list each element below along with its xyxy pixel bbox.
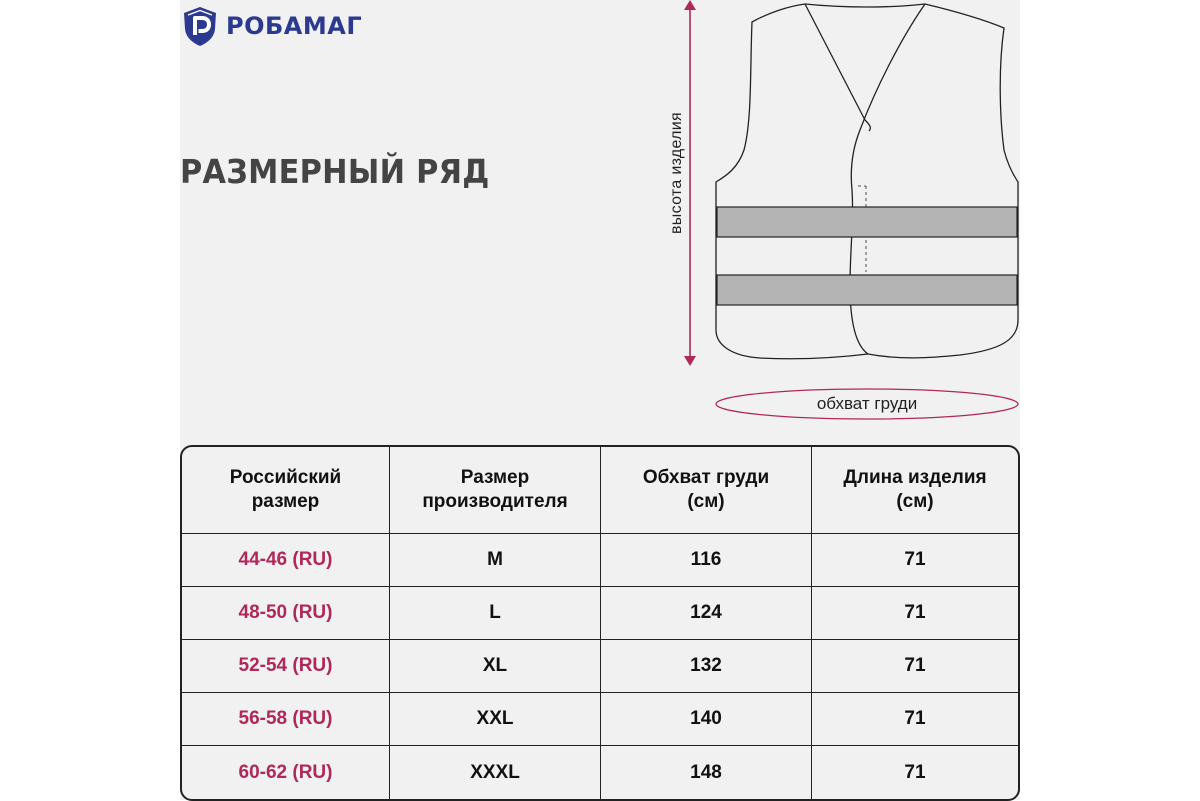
cell-maker-size: XXXL: [390, 746, 601, 799]
brand-name: РОБАМАГ: [226, 12, 363, 40]
cell-ru-size: 56-58 (RU): [182, 693, 390, 746]
cell-length: 71: [812, 693, 1019, 746]
cell-ru-size: 44-46 (RU): [182, 533, 390, 586]
table-row: [182, 533, 1018, 586]
header-ru-size: [182, 447, 390, 533]
size-table: [180, 445, 1020, 801]
header-chest: [601, 447, 812, 533]
table-row: [182, 746, 1018, 799]
cell-ru-size: 48-50 (RU): [182, 586, 390, 639]
table-row: [182, 693, 1018, 746]
chest-label: обхват груди: [816, 394, 918, 413]
cell-ru-size: 60-62 (RU): [182, 746, 390, 799]
cell-maker-size: L: [390, 586, 601, 639]
header-ru-size-text: Российский размер: [229, 466, 342, 512]
reflective-stripe-upper: [717, 207, 1017, 237]
table-row: [182, 586, 1018, 639]
height-label-text: высота изделия: [668, 112, 685, 234]
cell-chest: 140: [601, 693, 812, 746]
cell-maker-size: M: [390, 533, 601, 586]
header-length-text: Длина изделия (см): [843, 466, 987, 512]
height-label: [663, 98, 691, 248]
cell-chest: 132: [601, 639, 812, 692]
table-header-row: [182, 447, 1018, 533]
header-chest-text: Обхват груди (см): [642, 466, 770, 512]
reflective-stripe-lower: [717, 275, 1017, 305]
vest-diagram: [660, 0, 1030, 430]
header-length: [812, 447, 1019, 533]
cell-chest: 116: [601, 533, 812, 586]
cell-maker-size: XL: [390, 639, 601, 692]
brand-logo[interactable]: [180, 4, 362, 48]
table-row: [182, 639, 1018, 692]
cell-chest: 148: [601, 746, 812, 799]
cell-length: 71: [812, 533, 1019, 586]
header-maker-size: [390, 447, 601, 533]
cell-ru-size: 52-54 (RU): [182, 639, 390, 692]
cell-length: 71: [812, 639, 1019, 692]
shield-p-logo-icon: [180, 5, 220, 47]
page-title: РАЗМЕРНЫЙ РЯД: [180, 152, 490, 191]
header-maker-size-text: Размер производителя: [422, 466, 568, 512]
cell-length: 71: [812, 746, 1019, 799]
cell-chest: 124: [601, 586, 812, 639]
cell-maker-size: XXL: [390, 693, 601, 746]
cell-length: 71: [812, 586, 1019, 639]
